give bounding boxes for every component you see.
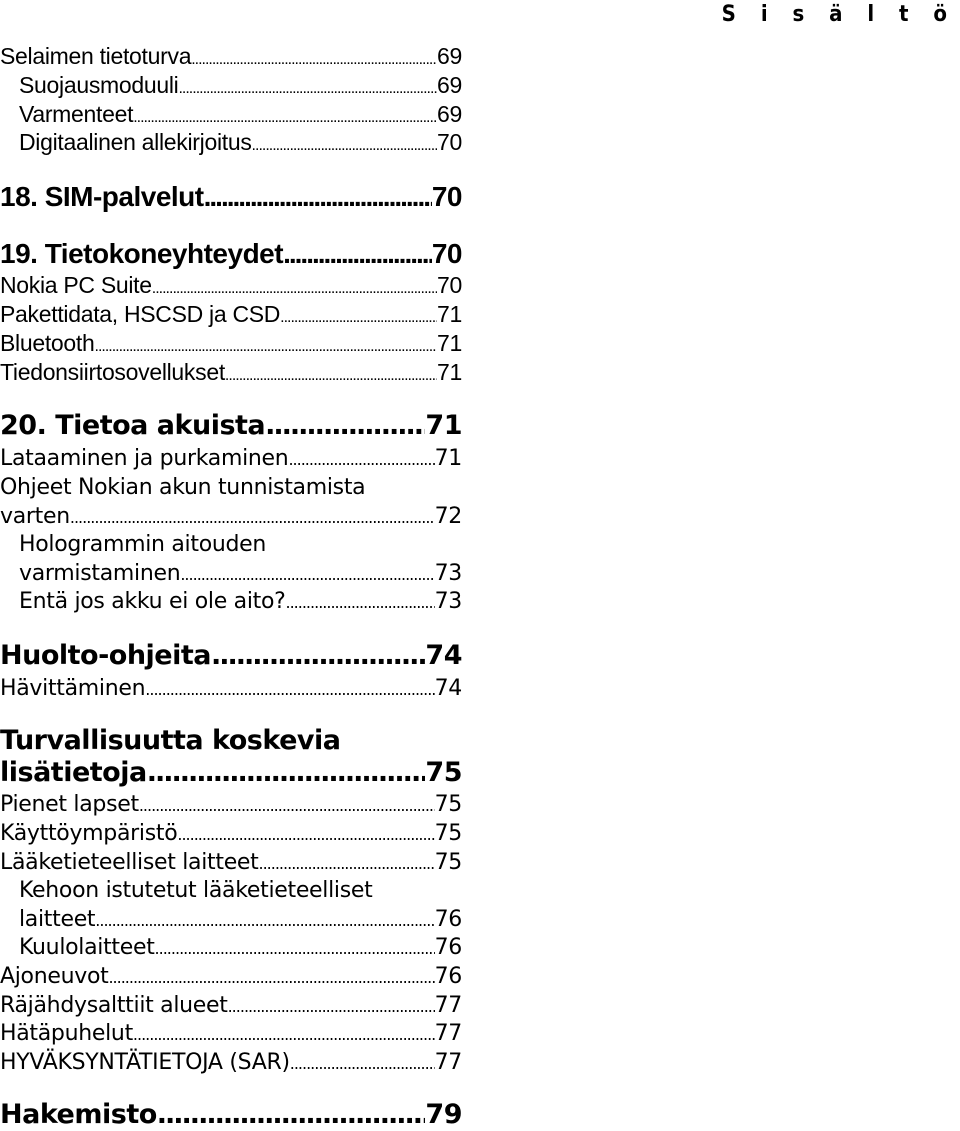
toc-entry-title: Nokia PC Suite (0, 272, 152, 298)
toc-entry[interactable] (0, 42, 462, 75)
toc-leader (204, 181, 432, 213)
toc-entry[interactable] (0, 329, 462, 362)
toc-leader (70, 504, 435, 533)
toc-leader (283, 238, 432, 270)
toc-leader (139, 792, 435, 821)
toc-chapter[interactable] (0, 725, 462, 789)
toc-entry-title: HYVÄKSYNTÄTIETOJA (SAR) (0, 1050, 290, 1075)
toc-page-number: 70 (437, 129, 462, 155)
toc-entry[interactable] (0, 128, 462, 161)
toc-leader (157, 1099, 426, 1131)
toc-leader (288, 446, 434, 475)
toc-page-number: 75 (434, 850, 462, 875)
toc-leader (145, 676, 434, 705)
toc-entry[interactable] (0, 849, 462, 879)
toc-entry-title: Pakettidata, HSCSD ja CSD (0, 301, 281, 327)
toc-entry-title: Kuulolaitteet (19, 935, 155, 960)
toc-chapter-title: Hakemisto (0, 1099, 157, 1130)
toc-page-number: 71 (434, 446, 462, 471)
toc-entry-title: Tiedonsiirtosovellukset (0, 359, 225, 385)
toc-entry[interactable] (0, 820, 462, 850)
toc-leader (95, 907, 434, 936)
toc-entry[interactable] (0, 675, 462, 705)
toc-entry-title: Hätäpuhelut (0, 1021, 133, 1046)
toc-leader (180, 561, 434, 590)
toc-entry[interactable] (0, 934, 462, 964)
toc-page-number: 72 (434, 503, 462, 529)
toc-page-number: 77 (434, 993, 462, 1018)
toc-entry-title: Selaimen tietoturva (0, 43, 192, 69)
toc-leader (133, 1021, 435, 1050)
toc-entry[interactable] (0, 588, 462, 618)
running-header: S i s ä l t ö (721, 2, 956, 27)
toc-entry-title: Pienet lapset (0, 792, 139, 817)
toc-entry-title: Bluetooth (0, 330, 95, 356)
toc-page-number: 75 (434, 821, 462, 846)
toc-entry[interactable] (0, 1049, 462, 1079)
toc-chapter-title: 20. Tietoa akuista (0, 410, 266, 441)
toc-entry-title: Digitaalinen allekirjoitus (19, 129, 252, 155)
toc-leader (290, 1050, 435, 1079)
toc-page-number: 69 (437, 101, 462, 127)
toc-entry-title-line: Kehoon istutetut lääketieteelliset (19, 878, 373, 903)
toc-leader (265, 410, 425, 442)
toc-entry[interactable] (0, 531, 462, 589)
toc-entry[interactable] (0, 992, 462, 1022)
toc-chapter[interactable] (0, 640, 462, 672)
toc-page-number: 79 (425, 1099, 462, 1130)
toc-page-number: 69 (437, 43, 462, 69)
toc-entry-title: Lääketieteelliset laitteet (0, 850, 259, 875)
toc-entry-title: varmistaminen (19, 560, 181, 586)
toc-chapter[interactable] (0, 238, 462, 270)
toc-entry[interactable] (0, 963, 462, 993)
toc-entry[interactable] (0, 474, 462, 532)
toc-page-number: 74 (425, 640, 462, 671)
toc-page-number: 76 (434, 935, 462, 960)
toc-entry-title: Ajoneuvot (0, 964, 109, 989)
toc-page-number: 70 (431, 238, 462, 269)
toc-chapter-title-line: Turvallisuutta koskevia (0, 725, 341, 756)
toc-page-number: 75 (434, 792, 462, 817)
toc-page-number: 75 (425, 757, 462, 788)
toc-page-number: 71 (437, 330, 462, 356)
toc-page-number: 73 (434, 560, 462, 586)
toc-entry[interactable] (0, 877, 462, 935)
toc-page-number: 70 (437, 272, 462, 298)
toc-leader (259, 850, 435, 879)
toc-entry[interactable] (0, 358, 462, 391)
toc-page-number: 77 (434, 1050, 462, 1075)
toc-chapter-title: 18. SIM-palvelut (0, 181, 204, 212)
toc-leader (155, 935, 435, 964)
toc-leader (252, 132, 437, 161)
toc-chapter-title: 19. Tietokoneyhteydet (0, 238, 284, 269)
toc-page-number: 74 (434, 676, 462, 701)
toc-page-number: 77 (434, 1021, 462, 1046)
toc-entry-title: Lataaminen ja purkaminen (0, 446, 289, 471)
toc-leader (177, 821, 434, 850)
toc-chapter-title: lisätietoja (0, 757, 147, 788)
toc-entry[interactable] (0, 445, 462, 475)
toc-entry[interactable] (0, 71, 462, 104)
toc-entry-title: laitteet (19, 906, 96, 932)
toc-page-number: 71 (425, 410, 462, 441)
toc-page-number: 73 (434, 589, 462, 614)
toc-chapter[interactable] (0, 181, 462, 213)
toc-entry-title-line: Hologrammin aitouden (19, 532, 267, 557)
toc-page-number: 71 (437, 359, 462, 385)
toc-entry[interactable] (0, 791, 462, 821)
toc-entry-title: Suojausmoduuli (19, 72, 179, 98)
toc-page-number: 76 (434, 964, 462, 989)
toc-chapter[interactable] (0, 410, 462, 442)
toc-leader (108, 964, 434, 993)
toc-entry[interactable] (0, 271, 462, 304)
toc-page-number: 69 (437, 72, 462, 98)
toc-entry[interactable] (0, 1020, 462, 1050)
toc-leader (286, 589, 435, 618)
toc-entry-title: Hävittäminen (0, 676, 146, 701)
toc-leader (211, 640, 425, 672)
toc-page-number: 70 (431, 181, 462, 212)
toc-leader (225, 362, 437, 391)
toc-entry-title: Entä jos akku ei ole aito? (19, 589, 286, 614)
toc-entry-title: Varmenteet (19, 101, 134, 127)
toc-leader (228, 993, 435, 1022)
toc-chapter[interactable] (0, 1099, 462, 1131)
toc-page-number: 71 (437, 301, 462, 327)
toc-page-number: 76 (434, 906, 462, 932)
toc-leader (147, 757, 426, 789)
toc-entry-title: varten (0, 503, 70, 529)
toc-entry-title-line: Ohjeet Nokian akun tunnistamista (0, 475, 366, 500)
toc-entry-title: Käyttöympäristö (0, 821, 178, 846)
toc-entry-title: Räjähdysalttiit alueet (0, 993, 228, 1018)
toc-chapter-title: Huolto-ohjeita (0, 640, 212, 671)
toc-entry[interactable] (0, 300, 462, 333)
